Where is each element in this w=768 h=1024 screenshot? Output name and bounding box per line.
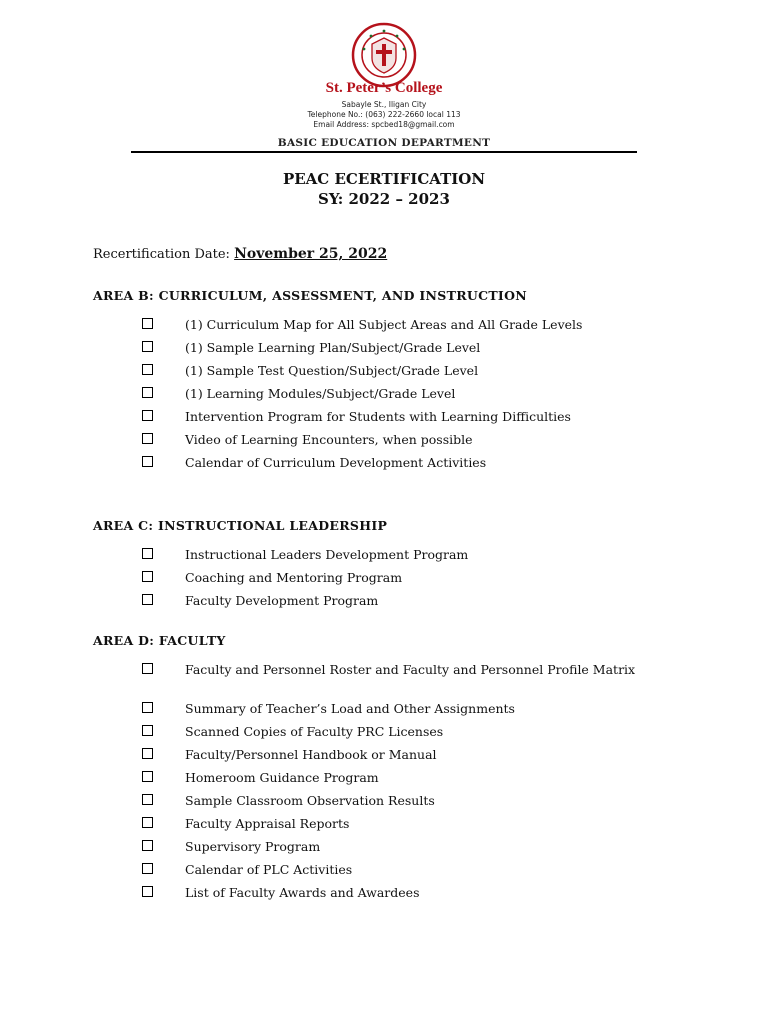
college-address: Sabayle St., Iligan City [341, 100, 427, 109]
checklist-item [142, 884, 420, 902]
checkbox-icon[interactable] [142, 318, 153, 329]
college-telephone: Telephone No.: (063) 222-2660 local 113 [307, 110, 461, 119]
checklist-item-label: Faculty/Personnel Handbook or Manual [185, 747, 437, 762]
checklist-item [142, 662, 642, 677]
checkbox-icon[interactable] [142, 886, 153, 897]
checklist-item [142, 769, 379, 787]
school-year: SY: 2022 – 2023 [318, 190, 450, 208]
area-c-heading: AREA C: INSTRUCTIONAL LEADERSHIP [93, 518, 388, 533]
checklist-item-label: Calendar of Curriculum Development Activities [185, 455, 487, 470]
checklist-item-label: Faculty Appraisal Reports [185, 816, 350, 831]
area-b-heading: AREA B: CURRICULUM, ASSESSMENT, AND INSTRUCTION [93, 288, 527, 303]
checklist-item-label: Summary of Teacher’s Load and Other Assignments [185, 701, 515, 716]
checkbox-icon[interactable] [142, 748, 153, 759]
document-title: PEAC ECERTIFICATION [282, 170, 486, 188]
checklist-item-label: Faculty Development Program [185, 593, 379, 608]
checklist-item [142, 815, 349, 833]
checkbox-icon[interactable] [142, 571, 153, 582]
checkbox-icon[interactable] [142, 663, 153, 674]
checkbox-icon[interactable] [142, 410, 153, 421]
college-seal-logo [351, 22, 417, 88]
checklist-item [142, 339, 480, 357]
checklist-item [142, 723, 443, 741]
checkbox-icon[interactable] [142, 594, 153, 605]
checkbox-icon[interactable] [142, 794, 153, 805]
checklist-item [142, 385, 455, 403]
checklist-item [142, 546, 468, 564]
checkbox-icon[interactable] [142, 387, 153, 398]
recertification-date: November 25, 2022 [234, 246, 388, 262]
checkbox-icon[interactable] [142, 863, 153, 874]
header-divider [131, 151, 637, 153]
checkbox-icon[interactable] [142, 817, 153, 828]
checklist-item-label: Scanned Copies of Faculty PRC Licenses [185, 724, 444, 739]
area-d-heading: AREA D: FACULTY [93, 633, 226, 648]
checkbox-icon[interactable] [142, 456, 153, 467]
checkbox-icon[interactable] [142, 548, 153, 559]
checklist-item [142, 362, 478, 380]
college-email: Email Address: spcbed18@gmail.com [313, 120, 455, 129]
checklist-item [142, 431, 473, 449]
checkbox-icon[interactable] [142, 771, 153, 782]
checklist-item-label: Sample Classroom Observation Results [185, 793, 435, 808]
checklist-item-label: Faculty and Personnel Roster and Faculty and Personnel Profile Matrix [185, 662, 636, 677]
checklist-item [142, 700, 515, 718]
checklist-item-label: Supervisory Program [185, 839, 321, 854]
checklist-item-label: Homeroom Guidance Program [185, 770, 379, 785]
checkbox-icon[interactable] [142, 364, 153, 375]
checklist-item-label: Calendar of PLC Activities [185, 862, 353, 877]
checklist-item-label: List of Faculty Awards and Awardees [185, 885, 420, 900]
checklist-item [142, 569, 402, 587]
checkbox-icon[interactable] [142, 840, 153, 851]
checklist-item [142, 792, 435, 810]
checklist-item [142, 861, 352, 879]
checkbox-icon[interactable] [142, 341, 153, 352]
checklist-item [142, 454, 486, 472]
checklist-item-label: Coaching and Mentoring Program [185, 570, 403, 585]
checklist-item [142, 316, 582, 334]
checklist-item-label: (1) Sample Test Question/Subject/Grade Level [185, 363, 479, 378]
checkbox-icon[interactable] [142, 725, 153, 736]
checklist-item-label: (1) Curriculum Map for All Subject Areas and All Grade Levels [185, 317, 583, 332]
checklist-item-label: Intervention Program for Students with Learning Difficulties [185, 409, 571, 424]
recertification-date-line [93, 246, 387, 262]
checkbox-icon[interactable] [142, 433, 153, 444]
checklist-item-label: (1) Learning Modules/Subject/Grade Level [185, 386, 456, 401]
checklist-item-label: Video of Learning Encounters, when possible [185, 432, 473, 447]
checklist-item [142, 592, 378, 610]
checklist-item-label: Instructional Leaders Development Program [185, 547, 469, 562]
college-name: St. Peter’s College [325, 80, 443, 96]
department-name: BASIC EDUCATION DEPARTMENT [277, 137, 491, 149]
checkbox-icon[interactable] [142, 702, 153, 713]
checklist-item-label: (1) Sample Learning Plan/Subject/Grade Level [185, 340, 481, 355]
checklist-item [142, 408, 571, 426]
checklist-item [142, 746, 437, 764]
checklist-item [142, 838, 320, 856]
recertification-label: Recertification Date: [93, 247, 230, 262]
